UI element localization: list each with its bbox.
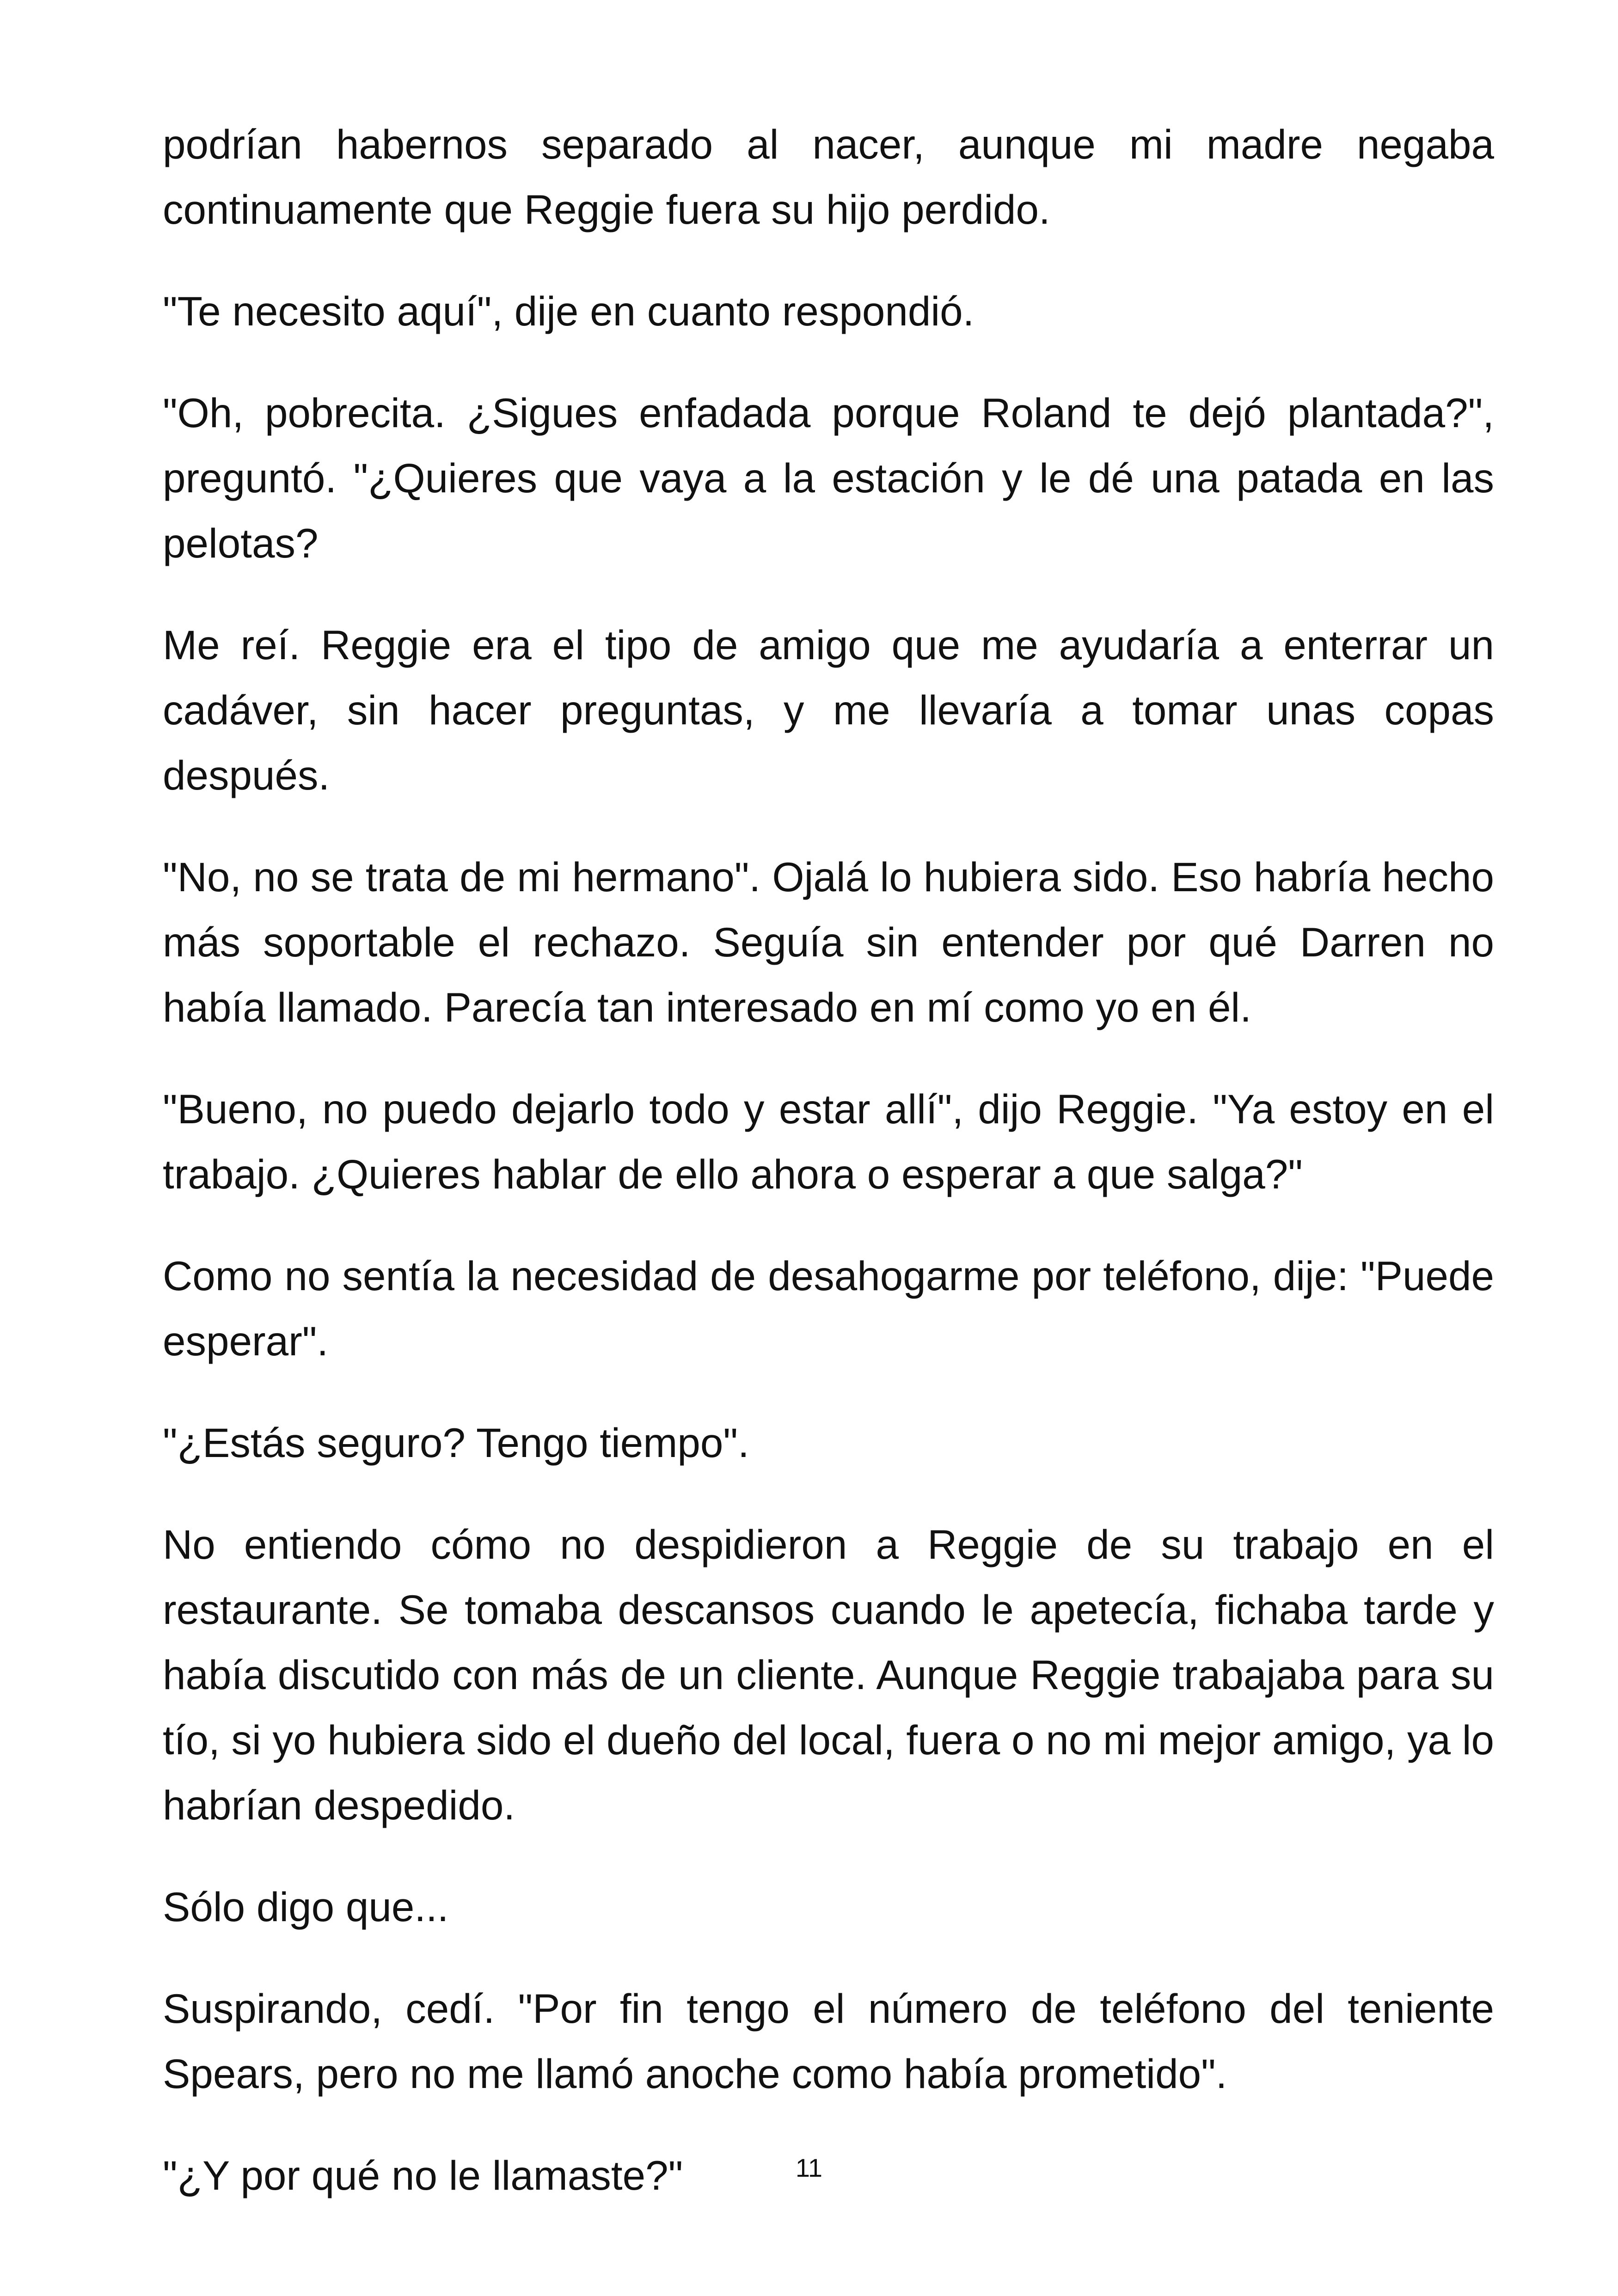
page-number: 11 [795, 2153, 823, 2182]
paragraph: Sólo digo que... [163, 1884, 449, 1930]
paragraph: "No, no se trata de mi hermano". Ojalá lo hubiera sido. Eso habría hecho más soportable el rechazo. Seguía sin entender por qué Darren no había llamado. Parecía tan interesado en mí como yo en él. [163, 854, 1494, 1030]
paragraph: "Te necesito aquí", dije en cuanto respondió. [163, 288, 974, 334]
paragraph: Como no sentía la necesidad de desahogarme por teléfono, dije: "Puede esperar". [163, 1253, 1494, 1364]
paragraph: Suspirando, cedí. "Por fin tengo el número de teléfono del teniente Spears, pero no me llamó anoche como había prometido". [163, 1985, 1494, 2097]
body-text [163, 112, 1494, 2245]
paragraph: podrían habernos separado al nacer, aunque mi madre negaba continuamente que Reggie fuera su hijo perdido. [163, 121, 1494, 233]
paragraph: Me reí. Reggie era el tipo de amigo que me ayudaría a enterrar un cadáver, sin hacer preguntas, y me llevaría a tomar unas copas después. [163, 622, 1494, 798]
paragraph: "Bueno, no puedo dejarlo todo y estar allí", dijo Reggie. "Ya estoy en el trabajo. ¿Quieres hablar de ello ahora o esperar a que salga?" [163, 1086, 1494, 1197]
paragraph: "¿Estás seguro? Tengo tiempo". [163, 1420, 749, 1466]
paragraph: "Oh, pobrecita. ¿Sigues enfadada porque Roland te dejó plantada?", preguntó. "¿Quieres que vaya a la estación y le dé una patada en las pelotas? [163, 390, 1494, 566]
paragraph: No entiendo cómo no despidieron a Reggie de su trabajo en el restaurante. Se tomaba descansos cuando le apetecía, fichaba tarde y había discutido con más de un cliente. Aunque Reggie trabajaba para su tío, si yo hubiera sido el dueño del local, fuera o no mi mejor amigo, ya lo habrían despedido. [163, 1521, 1494, 1828]
paragraph: "¿Y por qué no le llamaste?" [163, 2152, 683, 2198]
